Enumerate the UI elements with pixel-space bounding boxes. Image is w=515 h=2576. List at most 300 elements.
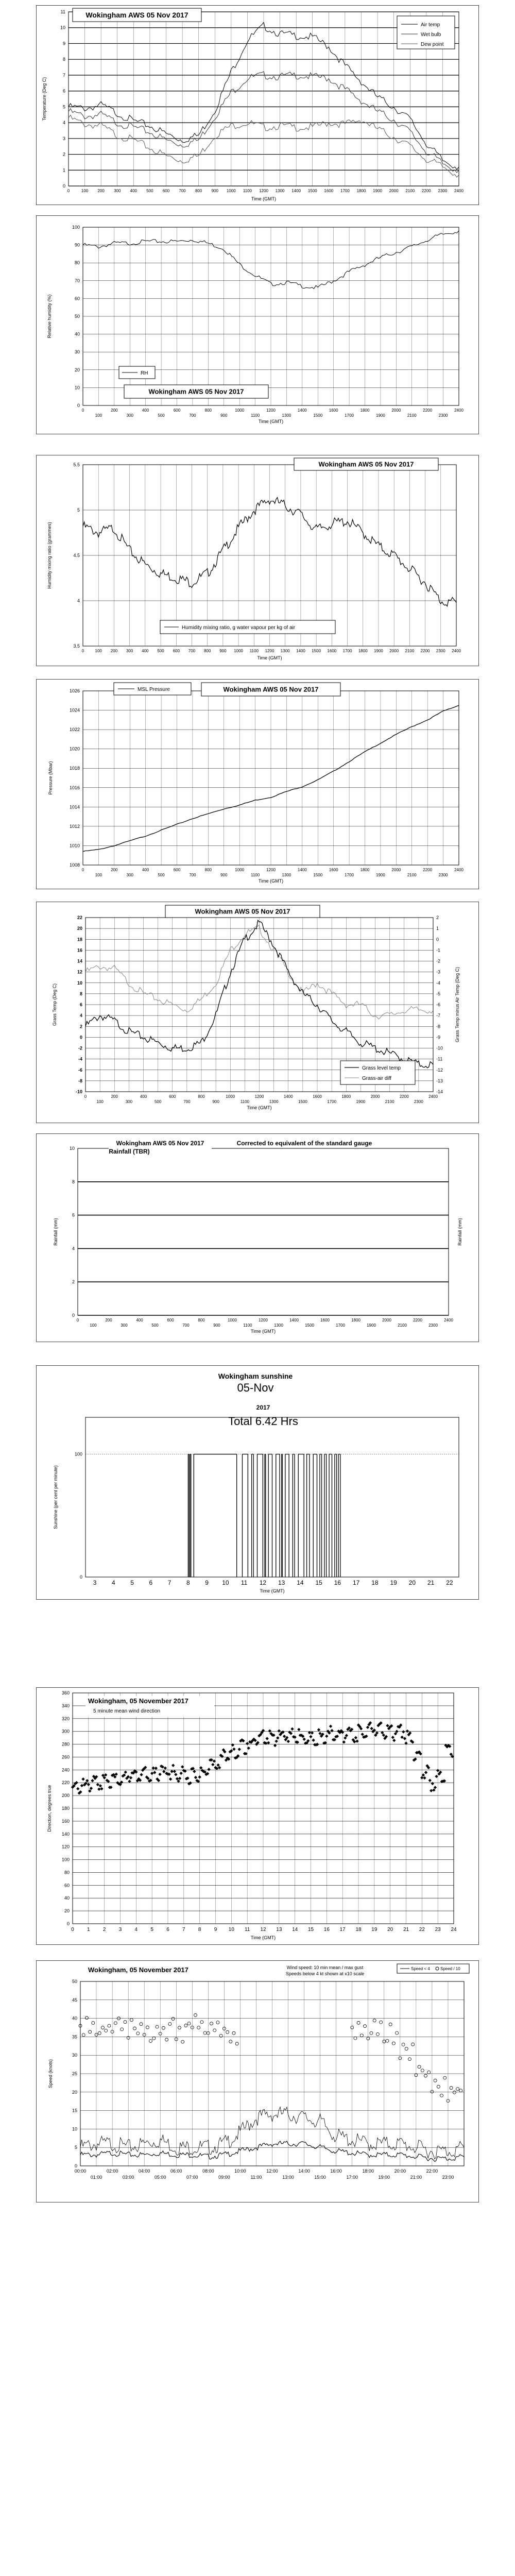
rh-xtick-label: 200 xyxy=(111,408,118,413)
windspeed-title: Wokingham, 05 November 2017 xyxy=(88,1966,188,1974)
windspeed-xtick-label: 11:00 xyxy=(250,2175,262,2180)
rh-xtick-label: 500 xyxy=(158,413,165,418)
winddir-ytick-label: 20 xyxy=(64,1908,70,1914)
hmr-xtick-label: 200 xyxy=(110,649,118,653)
hmr-ytick-label: 3.5 xyxy=(73,643,80,649)
hmr-ytick-label: 5 xyxy=(77,507,80,513)
sun-xtick-label: 17 xyxy=(352,1579,360,1586)
winddir-xtick-label: 15 xyxy=(307,1927,314,1933)
winddir-xtick-label: 9 xyxy=(214,1927,217,1933)
winddir-point xyxy=(150,1772,153,1775)
temp-ytick-label: 11 xyxy=(60,9,65,14)
grass-ytick-label: -2 xyxy=(78,1045,82,1051)
windspeed-low-point xyxy=(229,2040,232,2043)
sun-xtick-label: 10 xyxy=(222,1579,229,1586)
hmr-xtick-label: 800 xyxy=(203,649,211,653)
windspeed-low-point xyxy=(165,2038,168,2041)
grass-xtick-label: 1000 xyxy=(226,1094,235,1099)
windspeed-low-point xyxy=(152,2037,156,2040)
winddir-point xyxy=(154,1767,158,1770)
windspeed-low-point xyxy=(437,2085,440,2088)
pressure-ytick-label: 1014 xyxy=(69,804,80,810)
rain-title: Wokingham AWS 05 Nov 2017 xyxy=(116,1140,204,1147)
winddir-xtick-label: 16 xyxy=(323,1927,330,1933)
sun-xtick-label: 14 xyxy=(297,1579,304,1586)
winddir-ytick-label: 320 xyxy=(61,1716,70,1721)
winddir-point xyxy=(290,1727,294,1731)
grass-xtick-label: 1400 xyxy=(283,1094,293,1099)
hmr-xtick-label: 700 xyxy=(188,649,196,653)
rain-xtick-label: 1900 xyxy=(367,1323,376,1328)
grass-ytick-label: -8 xyxy=(78,1078,82,1083)
rh-ytick-label: 30 xyxy=(74,349,80,355)
rh-ytick-label: 60 xyxy=(74,296,80,301)
grass-xtick-label: 1700 xyxy=(327,1099,337,1104)
rain-ytick-label: 0 xyxy=(72,1313,75,1318)
windspeed-low-point xyxy=(101,2026,104,2029)
windspeed-ylabel: Speed (knots) xyxy=(48,2059,53,2089)
temp-xtick-label: 600 xyxy=(162,189,170,193)
windspeed-low-point xyxy=(156,2025,159,2028)
hmr-xtick-label: 1600 xyxy=(327,649,337,653)
winddir-xtick-label: 17 xyxy=(339,1927,346,1933)
winddir-ytick-label: 40 xyxy=(64,1895,70,1901)
windspeed-xtick-label: 16:00 xyxy=(330,2168,342,2174)
winddir-point xyxy=(392,1739,396,1742)
hmr-xtick-label: 1800 xyxy=(358,649,368,653)
winddir-point xyxy=(309,1735,312,1738)
sun-ylabel: Sunshine (per cent per minute) xyxy=(53,1465,58,1529)
temp-xtick-label: 700 xyxy=(179,189,186,193)
winddir-point xyxy=(267,1741,270,1744)
winddir-xtick-label: 7 xyxy=(182,1927,185,1933)
windspeed-low-point xyxy=(389,2023,392,2026)
windspeed-low-point xyxy=(89,2030,92,2033)
windspeed-xtick-label: 22:00 xyxy=(426,2168,438,2174)
winddir-point xyxy=(88,1789,91,1792)
pressure-xtick-label: 2100 xyxy=(407,873,417,877)
windspeed-low-point xyxy=(421,2069,424,2072)
winddir-point xyxy=(297,1728,300,1731)
temp-ytick-label: 7 xyxy=(62,72,65,78)
pressure-xtick-label: 1500 xyxy=(313,873,323,877)
pressure-xlabel: Time (GMT) xyxy=(258,878,284,884)
rh-ytick-label: 50 xyxy=(74,314,80,319)
temp-xtick-label: 400 xyxy=(130,189,138,193)
grass-ytick-right-label: -13 xyxy=(436,1078,443,1083)
winddir-point xyxy=(370,1727,373,1730)
windspeed-low-point xyxy=(200,2021,203,2024)
pressure-xtick-label: 1600 xyxy=(329,868,338,872)
rh-xtick-label: 1300 xyxy=(282,413,291,418)
sun-xtick-label: 13 xyxy=(278,1579,285,1586)
temp-xtick-label: 1800 xyxy=(356,189,366,193)
sun-total: Total 6.42 Hrs xyxy=(228,1415,298,1428)
windspeed-low-point xyxy=(85,2016,88,2020)
hmr-xtick-label: 2200 xyxy=(420,649,430,653)
sun-ytick-label: 100 xyxy=(74,1451,82,1457)
winddir-xtick-label: 13 xyxy=(276,1927,282,1933)
rain-xtick-label: 1600 xyxy=(320,1318,330,1323)
grass-ytick-label: 6 xyxy=(79,1002,82,1007)
temp-legend-label: Dew point xyxy=(421,42,444,47)
hmr-xtick-label: 500 xyxy=(157,649,164,653)
temp-xtick-label: 1200 xyxy=(259,189,268,193)
windspeed-xtick-label: 07:00 xyxy=(186,2175,198,2180)
temperature-chart-panel xyxy=(36,5,479,205)
hmr-xtick-label: 0 xyxy=(81,649,84,653)
winddir-ylabel: Direction, degrees true xyxy=(47,1785,52,1832)
grass-xtick-label: 400 xyxy=(140,1094,147,1099)
windspeed-low-point xyxy=(380,2021,383,2024)
grass-ytick-label: 10 xyxy=(77,980,82,986)
grass-xtick-label: 1600 xyxy=(313,1094,322,1099)
pressure-legend-label: MSL Pressure xyxy=(138,687,170,692)
grass-legend-label: Grass-air diff xyxy=(362,1076,392,1081)
windspeed-legend-label: Speed < 4 xyxy=(411,1967,430,1971)
winddir-point xyxy=(193,1770,196,1773)
pressure-ytick-label: 1016 xyxy=(69,785,80,790)
winddir-point xyxy=(238,1748,241,1751)
winddir-point xyxy=(423,1776,426,1780)
hmr-title: Wokingham AWS 05 Nov 2017 xyxy=(318,460,414,468)
windspeed-low-point xyxy=(424,2074,427,2077)
temp-ytick-label: 6 xyxy=(62,88,65,94)
pressure-xtick-label: 300 xyxy=(126,873,133,877)
windspeed-ytick-label: 0 xyxy=(74,2163,77,2168)
hmr-xtick-label: 1400 xyxy=(296,649,305,653)
windspeed-ytick-label: 20 xyxy=(72,2089,77,2095)
hmr-xtick-label: 1500 xyxy=(312,649,321,653)
sun-xtick-label: 8 xyxy=(186,1579,190,1586)
windspeed-low-point xyxy=(357,2021,360,2024)
winddir-point xyxy=(162,1770,165,1773)
grass-xtick-label: 1300 xyxy=(269,1099,279,1104)
pressure-xtick-label: 900 xyxy=(220,873,228,877)
windspeed-xtick-label: 03:00 xyxy=(122,2175,134,2180)
temp-xtick-label: 2000 xyxy=(389,189,399,193)
hmr-ytick-label: 4.5 xyxy=(73,553,80,558)
grass-ylabel-right: Grass Temp minus Air Temp (Deg C) xyxy=(455,967,460,1043)
grass-xtick-label: 2300 xyxy=(414,1099,423,1104)
winddir-point xyxy=(342,1740,346,1743)
windspeed-low-point xyxy=(124,2021,127,2024)
grass-ytick-label: 22 xyxy=(77,915,82,920)
grass-xtick-label: 1100 xyxy=(240,1099,249,1104)
windspeed-low-point xyxy=(440,2094,443,2097)
sunshine-chart xyxy=(37,1366,478,1599)
pressure-ylabel: Pressure (Mbar) xyxy=(48,761,53,795)
grass-xtick-label: 2200 xyxy=(399,1094,409,1099)
sun-xtick-label: 12 xyxy=(259,1579,267,1586)
hmr-ytick-label: 5.5 xyxy=(73,462,80,467)
grass-ytick-right-label: -14 xyxy=(436,1089,443,1094)
temp-legend-label: Air temp xyxy=(421,22,440,28)
windspeed-low-point xyxy=(168,2022,171,2025)
windspeed-low-point xyxy=(434,2079,437,2082)
windspeed-xtick-label: 04:00 xyxy=(138,2168,150,2174)
windspeed-ytick-label: 30 xyxy=(72,2053,77,2058)
pressure-ytick-label: 1024 xyxy=(69,707,80,713)
temp-xtick-label: 2300 xyxy=(438,189,448,193)
windspeed-xtick-label: 02:00 xyxy=(106,2168,118,2174)
rain-subtitle: Rainfall (TBR) xyxy=(109,1148,150,1155)
rh-legend-label: RH xyxy=(141,370,148,376)
winddir-point xyxy=(302,1738,305,1741)
rh-xtick-label: 100 xyxy=(95,413,102,418)
temp-ytick-label: 9 xyxy=(62,41,65,46)
windspeed-ytick-label: 15 xyxy=(72,2108,77,2113)
winddir-xtick-label: 0 xyxy=(71,1927,74,1933)
pressure-xtick-label: 2300 xyxy=(438,873,448,877)
windspeed-low-point xyxy=(459,2089,462,2092)
grass-xtick-label: 1900 xyxy=(356,1099,366,1104)
sun-xtick-label: 21 xyxy=(427,1579,435,1586)
temp-xtick-label: 500 xyxy=(146,189,153,193)
rh-ytick-label: 10 xyxy=(74,385,80,391)
sun-xtick-label: 4 xyxy=(112,1579,115,1586)
temp-xlabel: Time (GMT) xyxy=(251,196,277,201)
windspeed-low-point xyxy=(364,2025,367,2028)
winddir-ytick-label: 140 xyxy=(61,1831,70,1837)
grass-xtick-label: 2100 xyxy=(385,1099,394,1104)
winddir-point xyxy=(153,1771,156,1774)
temp-xtick-label: 2100 xyxy=(405,189,415,193)
rh-ytick-label: 70 xyxy=(74,278,80,283)
temp-xtick-label: 1100 xyxy=(243,189,252,193)
windspeed-xtick-label: 17:00 xyxy=(346,2175,358,2180)
windspeed-low-point xyxy=(354,2037,357,2040)
grass-temp-chart xyxy=(37,902,478,1123)
winddir-point xyxy=(80,1784,83,1787)
pressure-ytick-label: 1012 xyxy=(69,823,80,829)
grass-ytick-right-label: 2 xyxy=(436,915,439,920)
grass-ytick-label: 0 xyxy=(79,1035,82,1040)
grass-ytick-right-label: -8 xyxy=(436,1024,441,1029)
rh-xtick-label: 600 xyxy=(173,408,181,413)
pressure-xtick-label: 1400 xyxy=(297,868,307,872)
temp-xtick-label: 1300 xyxy=(275,189,285,193)
pressure-xtick-label: 1700 xyxy=(345,873,354,877)
wind-direction-chart-panel xyxy=(36,1687,479,1945)
pressure-xtick-label: 1000 xyxy=(235,868,245,872)
pressure-xtick-label: 2000 xyxy=(391,868,401,872)
pressure-xtick-label: 1100 xyxy=(250,873,260,877)
rh-xtick-label: 900 xyxy=(220,413,228,418)
rain-ytick-label: 8 xyxy=(72,1179,75,1184)
windspeed-low-point xyxy=(105,2029,108,2032)
winddir-point xyxy=(152,1767,155,1770)
grass-ytick-label: -6 xyxy=(78,1067,82,1073)
rh-xtick-label: 2200 xyxy=(423,408,433,413)
rain-xtick-label: 1800 xyxy=(351,1318,360,1323)
temp-xtick-label: 1600 xyxy=(324,189,334,193)
rain-xtick-label: 400 xyxy=(136,1318,143,1323)
grass-xtick-label: 1500 xyxy=(298,1099,307,1104)
sun-xtick-label: 5 xyxy=(130,1579,134,1586)
windspeed-low-point xyxy=(213,2029,216,2032)
hmr-xtick-label: 300 xyxy=(126,649,133,653)
sun-xtick-label: 19 xyxy=(390,1579,397,1586)
grass-ytick-label: 20 xyxy=(77,926,82,931)
winddir-ytick-label: 120 xyxy=(61,1844,70,1850)
winddir-xtick-label: 6 xyxy=(166,1927,169,1933)
pressure-xtick-label: 0 xyxy=(81,868,84,872)
rh-xtick-label: 2300 xyxy=(438,413,448,418)
rain-xtick-label: 1000 xyxy=(228,1318,237,1323)
windspeed-low-point xyxy=(450,2087,453,2090)
sun-xtick-label: 6 xyxy=(149,1579,153,1586)
rain-plot-frame xyxy=(78,1148,449,1315)
windspeed-low-point xyxy=(187,2022,191,2025)
windspeed-low-point xyxy=(373,2019,376,2022)
windspeed-low-point xyxy=(226,2030,229,2033)
grass-ytick-label: 4 xyxy=(79,1013,82,1019)
rh-xtick-label: 1500 xyxy=(313,413,323,418)
hmr-ylabel: Humidity mixing ratio (grammes) xyxy=(47,522,52,589)
windspeed-low-point xyxy=(405,2047,408,2050)
winddir-point xyxy=(325,1735,328,1738)
wind-direction-chart xyxy=(37,1688,478,1944)
mixing-ratio-chart xyxy=(37,455,478,666)
pressure-ytick-label: 1018 xyxy=(69,766,80,771)
windspeed-legend-label: Speed / 10 xyxy=(440,1967,460,1971)
winddir-xtick-label: 11 xyxy=(244,1927,250,1933)
winddir-title: Wokingham, 05 November 2017 xyxy=(88,1697,188,1705)
winddir-point xyxy=(424,1771,427,1774)
temp-xtick-label: 300 xyxy=(114,189,121,193)
windspeed-low-point xyxy=(121,2028,124,2031)
windspeed-low-point xyxy=(108,2024,111,2027)
windspeed-low-point xyxy=(197,2026,200,2029)
sun-xlabel: Time (GMT) xyxy=(260,1588,285,1594)
winddir-point xyxy=(97,1788,100,1791)
rh-xtick-label: 2000 xyxy=(391,408,401,413)
winddir-point xyxy=(420,1776,423,1779)
windspeed-ytick-label: 10 xyxy=(72,2126,77,2132)
temp-ytick-label: 8 xyxy=(62,57,65,62)
windspeed-ytick-label: 50 xyxy=(72,1979,77,1984)
rain-xtick-label: 2400 xyxy=(444,1318,453,1323)
pressure-xtick-label: 400 xyxy=(142,868,149,872)
temp-xtick-label: 1900 xyxy=(373,189,382,193)
winddir-point xyxy=(366,1726,369,1729)
temp-ytick-label: 5 xyxy=(62,104,65,110)
windspeed-low-point xyxy=(443,2076,447,2079)
sun-xtick-label: 20 xyxy=(408,1579,416,1586)
winddir-point xyxy=(283,1735,286,1738)
winddir-xlabel: Time (GMT) xyxy=(250,1935,276,1940)
windspeed-xtick-label: 19:00 xyxy=(378,2175,390,2180)
grass-ytick-right-label: -4 xyxy=(436,980,441,986)
windspeed-xtick-label: 00:00 xyxy=(74,2168,87,2174)
winddir-point xyxy=(90,1787,93,1790)
rh-ytick-label: 80 xyxy=(74,260,80,266)
temp-xtick-label: 100 xyxy=(81,189,89,193)
grass-xtick-label: 500 xyxy=(154,1099,162,1104)
windspeed-low-point xyxy=(136,2032,140,2035)
rain-xtick-label: 1400 xyxy=(289,1318,299,1323)
winddir-point xyxy=(140,1773,143,1776)
windspeed-low-point xyxy=(146,2026,149,2029)
winddir-point xyxy=(311,1731,314,1734)
rain-xtick-label: 900 xyxy=(213,1323,220,1328)
winddir-xtick-label: 14 xyxy=(292,1927,298,1933)
grass-temp-chart-panel xyxy=(36,902,479,1123)
winddir-xtick-label: 18 xyxy=(355,1927,362,1933)
winddir-point xyxy=(100,1787,103,1790)
temp-ytick-label: 10 xyxy=(60,25,65,30)
winddir-point xyxy=(312,1739,315,1742)
winddir-point xyxy=(317,1728,320,1731)
winddir-point xyxy=(81,1777,84,1781)
windspeed-low-point xyxy=(149,2039,152,2042)
pressure-xtick-label: 1800 xyxy=(360,868,370,872)
rain-xtick-label: 200 xyxy=(105,1318,112,1323)
grass-xtick-label: 800 xyxy=(198,1094,205,1099)
winddir-xtick-label: 12 xyxy=(260,1927,266,1933)
rh-xtick-label: 1000 xyxy=(235,408,245,413)
winddir-point xyxy=(211,1763,214,1766)
winddir-xtick-label: 2 xyxy=(102,1927,106,1933)
windspeed-low-point xyxy=(376,2032,379,2036)
winddir-xtick-label: 4 xyxy=(134,1927,138,1933)
winddir-ytick-label: 240 xyxy=(61,1767,70,1773)
winddir-point xyxy=(124,1771,127,1774)
rain-xtick-label: 300 xyxy=(121,1323,128,1328)
temp-xtick-label: 0 xyxy=(67,189,70,193)
winddir-point xyxy=(181,1765,184,1768)
sun-date: 05-Nov xyxy=(237,1381,274,1394)
pressure-xtick-label: 2400 xyxy=(454,868,464,872)
rh-ytick-label: 20 xyxy=(74,367,80,372)
windspeed-low-point xyxy=(418,2065,421,2069)
hmr-xtick-label: 2400 xyxy=(452,649,461,653)
sun-xtick-label: 3 xyxy=(93,1579,97,1586)
grass-ytick-right-label: -2 xyxy=(436,958,441,964)
rh-xtick-label: 700 xyxy=(189,413,196,418)
grass-ytick-right-label: -3 xyxy=(436,969,441,975)
windspeed-xtick-label: 13:00 xyxy=(282,2175,294,2180)
rh-xtick-label: 1100 xyxy=(250,413,260,418)
winddir-subtitle: 5 minute mean wind direction xyxy=(93,1708,161,1714)
winddir-ytick-label: 100 xyxy=(61,1857,70,1862)
hmr-ytick-label: 4 xyxy=(77,598,80,603)
winddir-point xyxy=(435,1775,438,1778)
rain-ytick-label: 10 xyxy=(69,1146,75,1151)
windspeed-xtick-label: 20:00 xyxy=(394,2168,406,2174)
pressure-xtick-label: 700 xyxy=(189,873,196,877)
windspeed-low-point xyxy=(392,2042,395,2045)
rh-xtick-label: 2100 xyxy=(407,413,417,418)
rh-xtick-label: 400 xyxy=(142,408,149,413)
rh-xtick-label: 300 xyxy=(126,413,133,418)
windspeed-note2: Speeds below 4 kt shown at x10 scale xyxy=(285,1971,365,1976)
rain-xtick-label: 2200 xyxy=(413,1318,422,1323)
rain-xtick-label: 100 xyxy=(90,1323,97,1328)
rainfall-chart xyxy=(37,1134,478,1342)
winddir-xtick-label: 22 xyxy=(419,1927,425,1933)
winddir-point xyxy=(198,1775,201,1778)
winddir-point xyxy=(76,1787,79,1790)
windspeed-xtick-label: 08:00 xyxy=(202,2168,214,2174)
temp-xtick-label: 1400 xyxy=(291,189,301,193)
temp-xtick-label: 1500 xyxy=(307,189,317,193)
winddir-point xyxy=(276,1736,279,1739)
winddir-xtick-label: 20 xyxy=(387,1927,393,1933)
grass-ytick-right-label: -7 xyxy=(436,1013,441,1019)
winddir-point xyxy=(354,1736,357,1739)
